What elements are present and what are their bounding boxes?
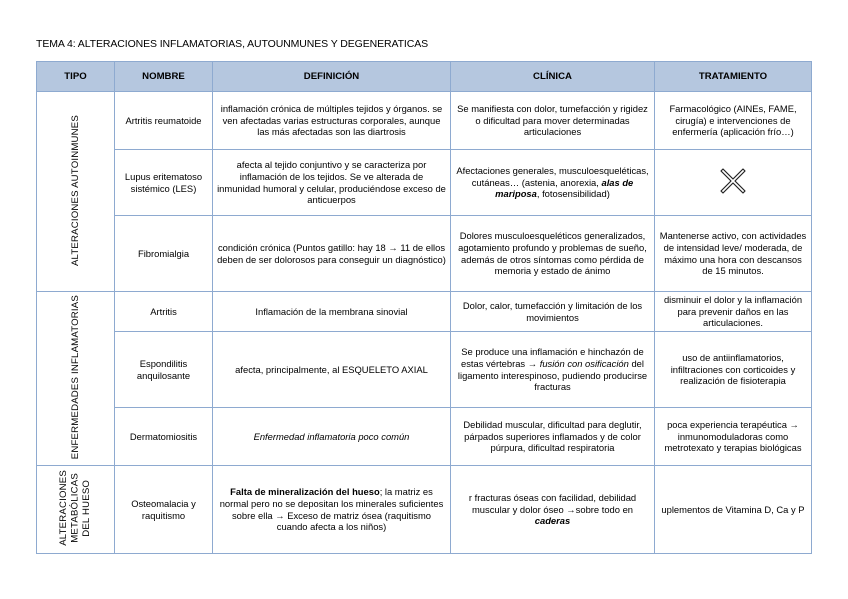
cell-tratamiento: Mantenerse activo, con actividades de intensidad leve/ moderada, de máximo una hora con descansos de 15 minutos. <box>655 216 812 292</box>
table-row <box>37 332 812 408</box>
table-row <box>37 292 812 332</box>
clinica-text: Afectaciones generales, musculoesqueléticas, cutáneas… (astenia, anorexia, <box>456 164 649 188</box>
cell-definicion: condición crónica (Puntos gatillo: hay 18 → 11 de ellos deben de ser dolorosos para conseguir un diagnóstico) <box>213 216 451 292</box>
cell-tratamiento <box>655 150 812 216</box>
cell-clinica <box>451 150 655 216</box>
cell-clinica: Dolores musculoesqueléticos generalizados, agotamiento profundo y problemas de sueño, además de otros síntomas como pérdida de memoria y estado de ánimo <box>451 216 655 292</box>
cell-tratamiento: uso de antiinflamatorios, infiltraciones con corticoides y realización de fisioterapia <box>655 332 812 408</box>
header-nombre: NOMBRE <box>115 62 213 92</box>
x-mark-icon <box>718 166 748 196</box>
cell-tratamiento: Farmacológico (AINEs, FAME, cirugía) e intervenciones de enfermería (aplicación frío…) <box>655 92 812 150</box>
summary-table <box>36 61 812 554</box>
cell-clinica: Dolor, calor, tumefacción y limitación de los movimientos <box>451 292 655 332</box>
table-row <box>37 466 812 554</box>
group-label-line: DEL HUESO <box>81 479 93 537</box>
cell-tratamiento: disminuir el dolor y la inflamación para prevenir daños en las articulaciones. <box>655 292 812 332</box>
header-definicion: DEFINICIÓN <box>213 62 451 92</box>
cell-clinica: Debilidad muscular, dificultad para deglutir, párpados superiores inflamados y de color púrpura, dificultad respiratoria <box>451 408 655 466</box>
table-row <box>37 150 812 216</box>
clinica-text: del ligamento interespinoso, pudiendo producirse fracturas <box>457 357 648 393</box>
group-label <box>58 470 93 546</box>
cell-clinica <box>451 466 655 554</box>
cell-nombre: Espondilitis anquilosante <box>115 332 213 408</box>
table-row <box>37 408 812 466</box>
header-row <box>37 62 812 92</box>
header-clinica: CLÍNICA <box>451 62 655 92</box>
definicion-text: ; la matriz es normal pero no se depositan los minerales suficientes sobre ella → Exceso de matriz ósea (raquitismo cuando afecta a los niños) <box>219 486 444 533</box>
cell-nombre: Artritis reumatoide <box>115 92 213 150</box>
document-title: TEMA 4: ALTERACIONES INFLAMATORIAS, AUTOUNMUNES Y DEGENERATICAS <box>36 38 429 50</box>
cell-definicion: Inflamación de la membrana sinovial <box>213 292 451 332</box>
group-label: ENFERMEDADES INFLAMATORIAS <box>69 295 81 460</box>
cell-nombre: Fibromialgia <box>115 216 213 292</box>
cell-nombre: Artritis <box>115 292 213 332</box>
cell-nombre: Dermatomiositis <box>115 408 213 466</box>
cell-clinica: Se manifiesta con dolor, tumefacción y rigidez o dificultad para mover determinadas articulaciones <box>451 92 655 150</box>
clinica-text: r fracturas óseas con facilidad, debilidad muscular y dolor óseo →sobre todo en <box>468 491 637 515</box>
cell-definicion: Enfermedad inflamatoria poco común <box>213 408 451 466</box>
clinica-text: Se produce una inflamación e hinchazón de estas vértebras → <box>461 346 644 369</box>
header-tratamiento: TRATAMIENTO <box>655 62 812 92</box>
definicion-bold: Falta de mineralización del hueso <box>230 486 380 497</box>
cell-tratamiento: uplementos de Vitamina D, Ca y P <box>655 466 812 554</box>
header-tipo: TIPO <box>37 62 115 92</box>
table-row <box>37 216 812 292</box>
group-label: ALTERACIONES AUTOINMUNES <box>69 114 81 266</box>
clinica-emphasis: fusión con osificación <box>539 357 629 369</box>
cell-clinica <box>451 332 655 408</box>
cell-nombre: Lupus eritematoso sistémico (LES) <box>115 150 213 216</box>
cell-nombre: Osteomalacia y raquitismo <box>115 466 213 554</box>
group-metabolicas <box>37 466 115 554</box>
clinica-emphasis: caderas <box>534 515 571 527</box>
cell-definicion: inflamación crónica de múltiples tejidos y órganos. se ven afectadas varias estructuras corporales, aunque las más afectadas son las diartrosis <box>213 92 451 150</box>
clinica-emphasis: alas de mariposa <box>495 176 634 200</box>
clinica-text: , fotosensibilidad) <box>536 188 610 200</box>
group-label-line: ALTERACIONES <box>58 470 70 547</box>
group-autoinmunes <box>37 92 115 292</box>
cell-definicion: afecta, principalmente, al ESQUELETO AXIAL <box>213 332 451 408</box>
table-row <box>37 92 812 150</box>
cell-definicion: afecta al tejido conjuntivo y se caracteriza por inflamación de los tejidos. Se ve alterada de inmunidad humoral y celular, produciéndose exceso de anticuerpos <box>213 150 451 216</box>
cell-tratamiento: poca experiencia terapéutica → inmunomoduladoras como metrotexato y terapias biológicas <box>655 408 812 466</box>
cell-definicion <box>213 466 451 554</box>
group-inflamatorias <box>37 292 115 466</box>
group-label-line: METABÓLICAS <box>69 473 81 543</box>
